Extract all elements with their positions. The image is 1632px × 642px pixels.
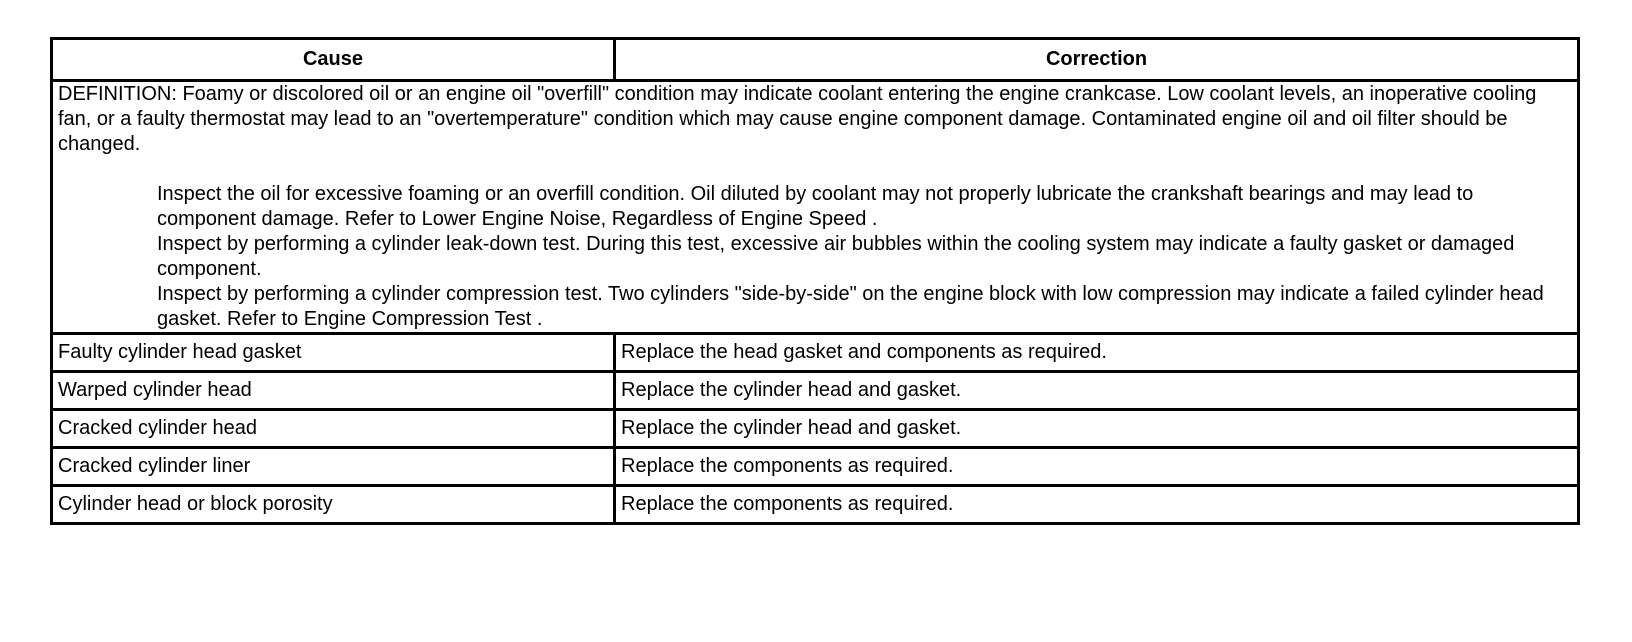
inspection-item-oil: Inspect the oil for excessive foaming or an overfill condition. Oil diluted by coolant may not properly lubricate the crankshaft bearings and may lead to component damage. Refer to Lower Engine Noise, Regardless of Engine Speed . [157, 183, 1474, 230]
correction-cell: Replace the head gasket and components as required. [615, 334, 1579, 372]
correction-cell: Replace the cylinder head and gasket. [615, 372, 1579, 410]
cause-cell: Cracked cylinder liner [52, 448, 615, 486]
table-row [52, 448, 1579, 486]
table-row [52, 372, 1579, 410]
table-row [52, 334, 1579, 372]
header-row [52, 39, 1579, 81]
table-row [52, 410, 1579, 448]
table-row [52, 486, 1579, 524]
cause-cell: Cracked cylinder head [52, 410, 615, 448]
correction-cell: Replace the components as required. [615, 486, 1579, 524]
cause-column-header: Cause [52, 39, 615, 81]
inspection-item-leak-down: Inspect by performing a cylinder leak-down test. During this test, excessive air bubbles within the cooling system may indicate a faulty gasket or damaged component. [157, 233, 1515, 280]
correction-column-header: Correction [615, 39, 1579, 81]
definition-text: DEFINITION: Foamy or discolored oil or an engine oil "overfill" condition may indicate coolant entering the engine crankcase. Low coolant levels, an inoperative cooling fan, or a faulty thermostat may lead to an "overtemperature" condition which may cause engine component damage. Contaminated engine oil and oil filter should be changed. [58, 83, 1537, 155]
cause-cell: Cylinder head or block porosity [52, 486, 615, 524]
inspection-list [58, 182, 1572, 332]
cause-cell: Faulty cylinder head gasket [52, 334, 615, 372]
correction-cell: Replace the cylinder head and gasket. [615, 410, 1579, 448]
diagnostic-table [50, 37, 1580, 525]
definition-row [52, 81, 1579, 334]
inspection-item-compression: Inspect by performing a cylinder compression test. Two cylinders "side-by-side" on the engine block with low compression may indicate a failed cylinder head gasket. Refer to Engine Compression Test . [157, 283, 1544, 330]
definition-cell [52, 81, 1579, 334]
correction-cell: Replace the components as required. [615, 448, 1579, 486]
cause-cell: Warped cylinder head [52, 372, 615, 410]
